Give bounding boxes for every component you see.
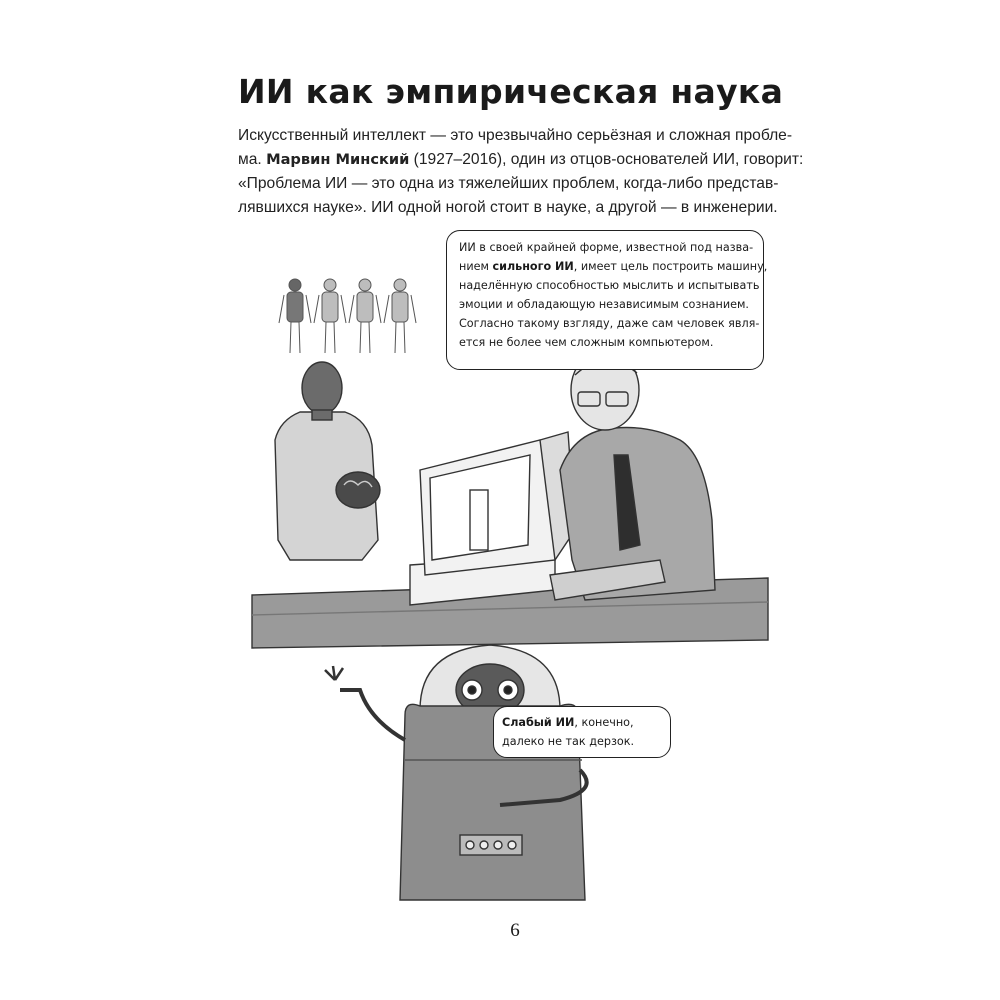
page-title: ИИ как эмпирическая наука xyxy=(238,72,784,111)
human-figures-sketch xyxy=(279,279,416,353)
page-number: 6 xyxy=(510,920,520,941)
bubble-line: ется не более чем сложным компьютером. xyxy=(459,336,714,349)
strong-ai-speech-bubble xyxy=(446,230,768,370)
weak-ai-speech-bubble xyxy=(493,706,671,758)
text-run: нием xyxy=(459,260,493,273)
text-run: ма. xyxy=(238,151,267,168)
strong-ai-term: сильного ИИ xyxy=(492,260,574,273)
intro-paragraph xyxy=(238,124,804,220)
intro-line: лявшихся науке». ИИ одной ногой стоит в науке, а другой — в инженерии. xyxy=(238,199,778,216)
bubble-line: далеко не так дерзок. xyxy=(502,735,635,748)
weak-ai-term: Слабый ИИ xyxy=(502,716,575,729)
man-with-brain-sketch xyxy=(275,362,380,560)
bubble-line: ИИ в своей крайней форме, известной под назва- xyxy=(459,241,754,254)
intro-line: «Проблема ИИ — это одна из тяжелейших проблем, когда-либо представ- xyxy=(238,175,779,192)
text-run: (1927–2016), один из отцов-основателей ИИ, говорит: xyxy=(409,151,804,168)
minsky-name: Марвин Минский xyxy=(266,151,410,168)
text-run: , имеет цель построить машину, xyxy=(573,260,768,273)
intro-line xyxy=(238,148,804,172)
marvin-minsky-sketch xyxy=(550,350,715,600)
bubble-line xyxy=(459,257,768,276)
bubble-line: эмоции и обладающую независимым сознанием. xyxy=(459,298,749,311)
intro-line: Искусственный интеллект — это чрезвычайно серьёзная и сложная пробле- xyxy=(238,127,793,144)
text-run: , конечно, xyxy=(574,716,634,729)
robot-sketch xyxy=(325,645,587,900)
bubble-line xyxy=(502,713,662,732)
bubble-line: наделённую способностью мыслить и испытывать xyxy=(459,279,760,292)
bubble-line: Согласно такому взгляду, даже сам человек явля- xyxy=(459,317,760,330)
